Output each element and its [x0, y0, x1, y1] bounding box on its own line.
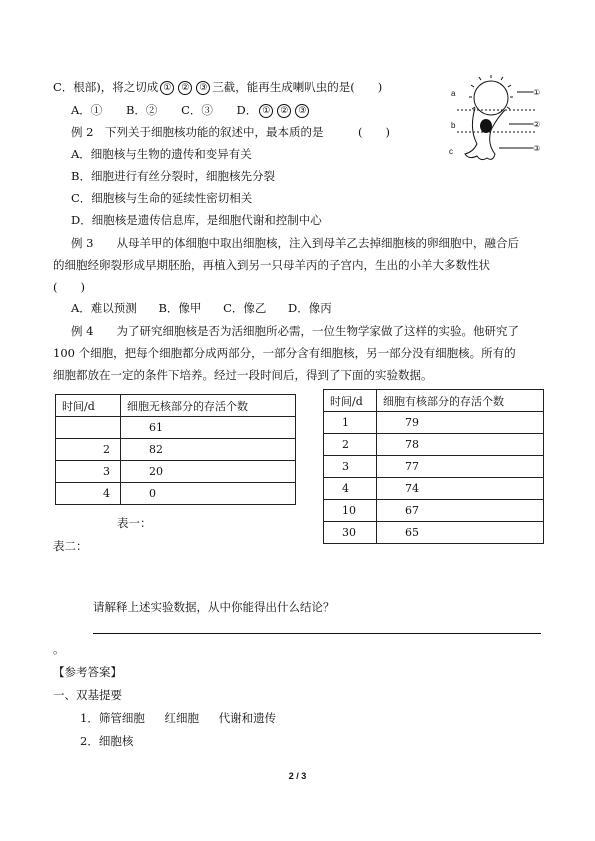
table-row: [324, 434, 544, 456]
table-cell: 3: [56, 461, 121, 483]
ex3-option-a: A．难以预测: [71, 301, 137, 315]
question-intro: [53, 79, 382, 95]
table-cell: 4: [324, 478, 377, 500]
table-row: [324, 500, 544, 522]
figure-mark-2: ②: [533, 120, 541, 129]
answer-item-1: [80, 710, 276, 726]
table-cell: 61: [121, 417, 296, 439]
table-cell: 2: [56, 439, 121, 461]
table-header-row: [324, 390, 544, 412]
table-cell: 4: [56, 483, 121, 505]
table-cell: 30: [324, 522, 377, 544]
ex3-option-b: B．像甲: [158, 301, 202, 315]
answer-1-part-3: 代谢和遗传: [218, 711, 277, 725]
ex3-option-c: C．像乙: [223, 301, 267, 315]
table-cell: 20: [121, 461, 296, 483]
table-cell: 65: [377, 522, 544, 544]
table-cell: 82: [121, 439, 296, 461]
circle-1: ①: [160, 81, 174, 95]
ex3-line-1: 例 3 从母羊甲的体细胞中取出细胞核，注入到母羊乙去掉细胞核的卵细胞中，融合后: [71, 236, 519, 250]
table-row: [56, 417, 296, 439]
option-d-circle-2: ②: [277, 104, 291, 118]
table-cell: 3: [324, 456, 377, 478]
table-cell: 1: [324, 412, 377, 434]
ex4-line-3: 细胞都放在一定的条件下培养。经过一段时间后，得到了下面的实验数据。: [53, 368, 433, 382]
table-row: [56, 461, 296, 483]
question-intro-suffix: 三截，能再生成喇叭虫的是( ): [212, 80, 383, 94]
answer-1-part-2: 红细胞: [164, 711, 199, 725]
answer-1-part-1: 1．筛管细胞: [80, 711, 145, 725]
label-b: b: [451, 121, 456, 130]
ex3-line-3: ( ): [53, 280, 85, 294]
option-a: A．①: [71, 103, 103, 117]
ex2-option-a: A．细胞核与生物的遗传和变异有关: [71, 147, 252, 161]
ex3-option-d: D．像丙: [288, 301, 332, 315]
table-2-caption: 表二：: [53, 539, 88, 553]
table-header-time: 时间/d: [324, 390, 377, 412]
table-cell: 74: [377, 478, 544, 500]
table-cell: [56, 417, 121, 439]
circle-2: ②: [178, 81, 192, 95]
table-cell: 0: [121, 483, 296, 505]
table-header-row: [56, 395, 296, 417]
table-header-count: 细胞无核部分的存活个数: [121, 395, 296, 417]
figure-mark-1: ①: [533, 88, 541, 97]
table-cell: 77: [377, 456, 544, 478]
table-cell: 10: [324, 500, 377, 522]
page-number: 2 / 3: [288, 771, 307, 781]
answers-heading: 【参考答案】: [53, 665, 122, 679]
option-d-prefix: D．: [236, 103, 258, 117]
table-row: [56, 483, 296, 505]
stentor-body-outline: [465, 108, 505, 160]
ex4-line-1: 例 4 为了研究细胞核是否为活细胞所必需，一位生物学家做了这样的实验。他研究了: [71, 324, 519, 338]
table-cell: 79: [377, 412, 544, 434]
question-prompt: 请解释上述实验数据，从中你能得出什么结论？: [93, 600, 335, 614]
ex2-option-b: B．细胞进行有丝分裂时，细胞核先分裂: [71, 169, 275, 183]
ex2-option-d: D．细胞核是遗传信息库，是细胞代谢和控制中心: [71, 213, 322, 227]
table-1: [55, 394, 296, 505]
end-mark: 。: [53, 642, 65, 656]
table-2: [323, 389, 544, 544]
ex2-stem: 例 2 下列关于细胞核功能的叙述中，最本质的是 ( ): [71, 125, 390, 139]
ex2-option-c: C．细胞核与生命的延续性密切相关: [71, 191, 253, 205]
table-row: [324, 478, 544, 500]
option-d-circle-1: ①: [259, 104, 273, 118]
table-row: [56, 439, 296, 461]
table-cell: 2: [324, 434, 377, 456]
table-row: [324, 456, 544, 478]
label-c: c: [449, 147, 453, 156]
option-c: C．③: [181, 103, 213, 117]
table-row: [324, 522, 544, 544]
answer-blank-line[interactable]: [93, 633, 541, 634]
option-d: [237, 103, 312, 117]
figure-mark-3: ③: [533, 144, 541, 153]
circle-3: ③: [196, 81, 210, 95]
question-options: [71, 102, 311, 118]
question-intro-text: C．根部)，将之切成: [53, 80, 159, 94]
option-b: B．②: [125, 103, 158, 117]
table-cell: 67: [377, 500, 544, 522]
table-header-count: 细胞有核部分的存活个数: [377, 390, 544, 412]
stentor-figure: [447, 74, 547, 164]
table-cell: 78: [377, 434, 544, 456]
answer-item-2: 2．细胞核: [80, 734, 134, 748]
ex4-line-2: 100 个细胞，把每个细胞都分成两部分，一部分含有细胞核，另一部分没有细胞核。所有的: [53, 346, 516, 360]
answers-section-title: 一、双基提要: [53, 688, 122, 702]
table-row: [324, 412, 544, 434]
option-d-circle-3: ③: [295, 104, 309, 118]
label-a: a: [451, 89, 456, 98]
table-1-caption: 表一：: [117, 516, 152, 530]
ex3-options: [71, 300, 332, 316]
ex3-line-2: 的细胞经卵裂形成早期胚胎，再植入到另一只母羊丙的子宫内，生出的小羊大多数性状: [53, 258, 490, 272]
table-header-time: 时间/d: [56, 395, 121, 417]
nucleus-blob: [480, 119, 492, 133]
